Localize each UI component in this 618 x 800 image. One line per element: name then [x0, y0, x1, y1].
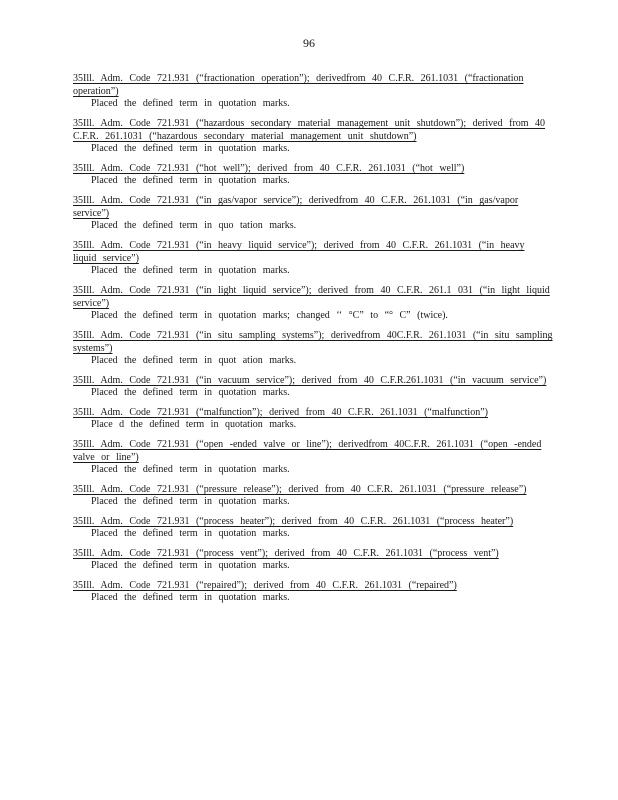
entry-in-light-liquid-service: [73, 284, 553, 322]
amendment-note: Placed the defined term in quotation marks.: [91, 175, 290, 186]
entry-list: [73, 72, 553, 611]
citation: 35Ill. Adm. Code 721.931 (“process heater”); derived from 40 C.F.R. 261.1031 (“process heater”): [73, 516, 514, 527]
amendment-note: Placed the defined term in quotation marks.: [91, 592, 290, 603]
entry-in-vacuum-service: [73, 374, 553, 399]
amendment-note: Placed the defined term in quo tation marks.: [91, 220, 297, 231]
citation: 35Ill. Adm. Code 721.931 (“in situ sampling systems”); derivedfrom 40C.F.R. 261.1031 (“in situ sampling systems”): [73, 330, 553, 354]
citation: 35Ill. Adm. Code 721.931 (“hot well”); derived from 40 C.F.R. 261.1031 (“hot well”): [73, 163, 465, 174]
entry-pressure-release: [73, 483, 553, 508]
page-number: 96: [303, 36, 315, 50]
amendment-note: Placed the defined term in quotation marks.: [91, 464, 290, 475]
citation: 35Ill. Adm. Code 721.931 (“in heavy liquid service”); derived from 40 C.F.R. 261.1031 (“in heavy liquid service”): [73, 240, 525, 264]
entry-in-situ-sampling-systems: [73, 329, 553, 367]
amendment-note: Placed the defined term in quot ation marks.: [91, 355, 297, 366]
entry-fractionation-operation: [73, 72, 553, 110]
entry-hazardous-secondary-material-unit-shutdown: [73, 117, 553, 155]
citation: 35Ill. Adm. Code 721.931 (“in light liquid service”); derived from 40 C.F.R. 261.1 031 (“in light liquid service”): [73, 285, 550, 309]
amendment-note: Placed the defined term in quotation marks.: [91, 143, 290, 154]
amendment-note: Placed the defined term in quotation marks; changed ‘‘ °C” to “° C” (twice).: [91, 310, 448, 321]
entry-malfunction: [73, 406, 553, 431]
entry-process-vent: [73, 547, 553, 572]
citation: 35Ill. Adm. Code 721.931 (“open -ended valve or line”); derivedfrom 40C.F.R. 261.1031 (“open -ended valve or line”): [73, 439, 542, 463]
entry-in-heavy-liquid-service: [73, 239, 553, 277]
citation: 35Ill. Adm. Code 721.931 (“fractionation operation”); derivedfrom 40 C.F.R. 261.1031 (“fractionation operation”): [73, 73, 524, 97]
amendment-note: Placed the defined term in quotation marks.: [91, 387, 290, 398]
citation: 35Ill. Adm. Code 721.931 (“hazardous secondary material management unit shutdown”); derived from 40 C.F.R. 261.1031 (“hazardous secondary material management unit shutdown”): [73, 118, 546, 142]
citation: 35Ill. Adm. Code 721.931 (“malfunction”); derived from 40 C.F.R. 261.1031 (“malfunction”): [73, 407, 488, 418]
citation: 35Ill. Adm. Code 721.931 (“pressure release”); derived from 40 C.F.R. 261.1031 (“pressure release”): [73, 484, 527, 495]
citation: 35Ill. Adm. Code 721.931 (“in gas/vapor service”); derivedfrom 40 C.F.R. 261.1031 (“in gas/vapor service”): [73, 195, 519, 219]
entry-hot-well: [73, 162, 553, 187]
amendment-note: Placed the defined term in quotation marks.: [91, 528, 290, 539]
amendment-note: Placed the defined term in quotation marks.: [91, 98, 290, 109]
amendment-note: Place d the defined term in quotation marks.: [91, 419, 297, 430]
entry-open-ended-valve-or-line: [73, 438, 553, 476]
citation: 35Ill. Adm. Code 721.931 (“repaired”); derived from 40 C.F.R. 261.1031 (“repaired”): [73, 580, 457, 591]
entry-process-heater: [73, 515, 553, 540]
citation: 35Ill. Adm. Code 721.931 (“process vent”); derived from 40 C.F.R. 261.1031 (“process vent”): [73, 548, 499, 559]
amendment-note: Placed the defined term in quotation marks.: [91, 265, 290, 276]
amendment-note: Placed the defined term in quotation marks.: [91, 496, 290, 507]
amendment-note: Placed the defined term in quotation marks.: [91, 560, 290, 571]
entry-repaired: [73, 579, 553, 604]
entry-in-gas-vapor-service: [73, 194, 553, 232]
citation: 35Ill. Adm. Code 721.931 (“in vacuum service”); derived from 40 C.F.R.261.1031 (“in vacuum service”): [73, 375, 547, 386]
